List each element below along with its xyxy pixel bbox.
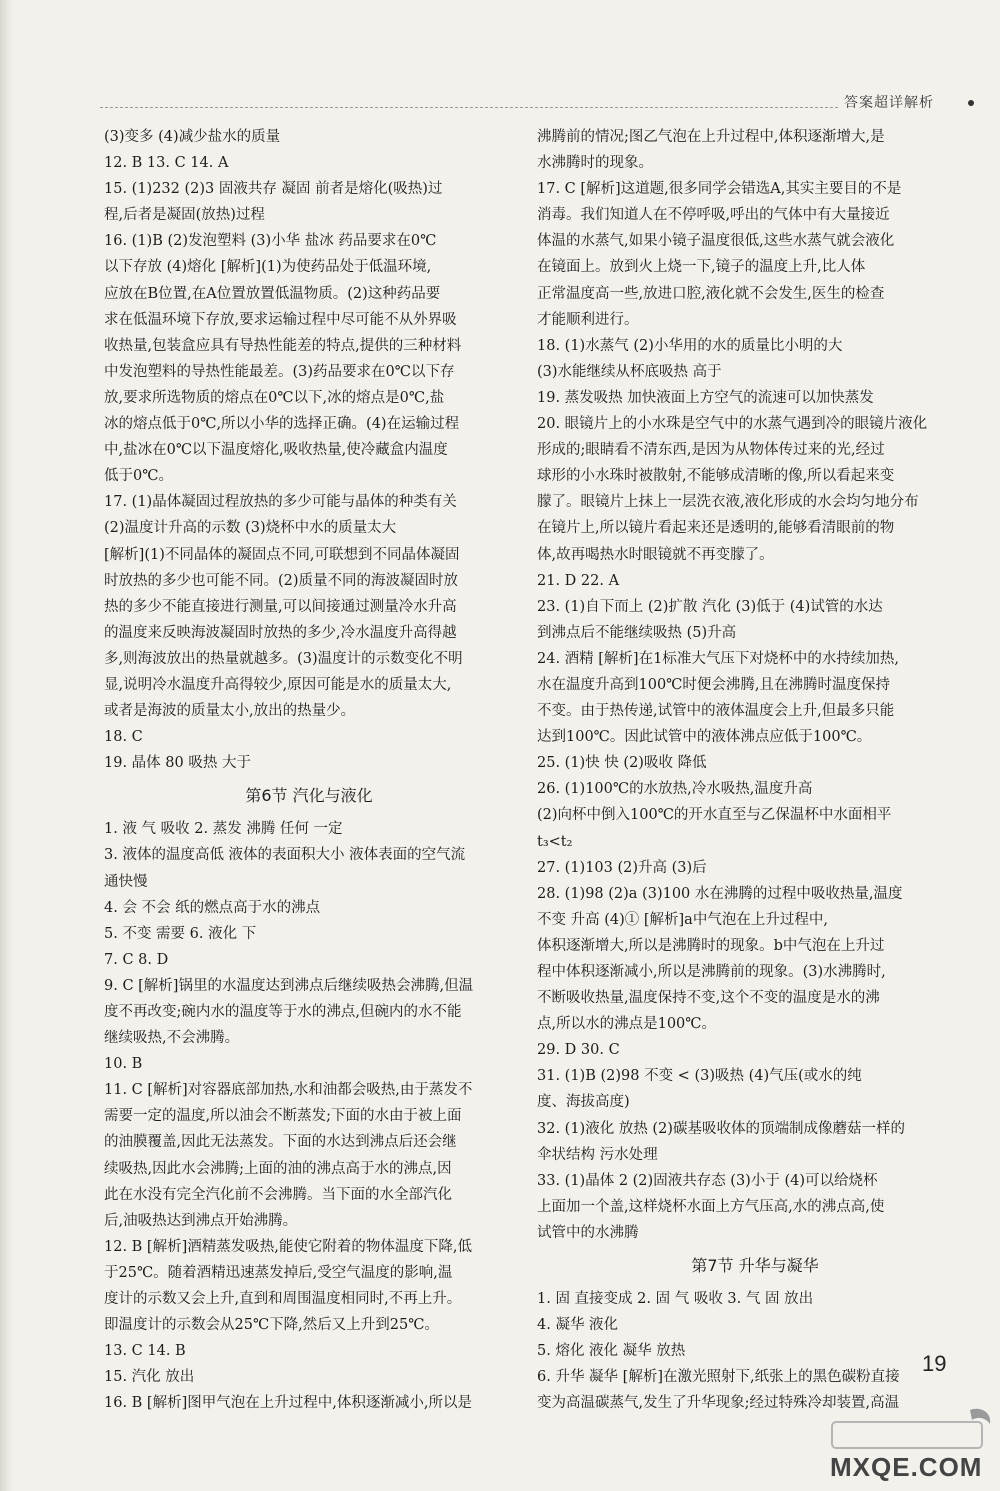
answer-line: 后,油吸热达到沸点开始沸腾。: [104, 1212, 298, 1229]
answer-line: 正常温度高一些,放进口腔,液化就不会发生,医生的检查: [537, 285, 885, 302]
answer-line: 沸腾前的情况;图乙气泡在上升过程中,体积逐渐增大,是: [537, 129, 885, 145]
answer-line: (2)向杯中倒入100℃的开水直至与乙保温杯中水面相平: [537, 807, 892, 824]
answer-line: 度、海拔高度): [537, 1094, 630, 1111]
watermark-text: MXQE.COM: [830, 1452, 983, 1482]
answer-line: 即温度计的示数会从25℃下降,然后又上升到25℃。: [104, 1317, 439, 1334]
answer-line: 伞状结构 污水处理: [537, 1146, 658, 1163]
answer-line: 热的多少不能直接进行测量,可以间接通过测量冷水升高: [104, 598, 457, 615]
answer-line: 17. (1)晶体凝固过程放热的多少可能与晶体的种类有关: [104, 494, 457, 511]
answer-line: 24. 酒精 [解析]在1标准大气压下对烧杯中的水持续加热,: [537, 650, 899, 667]
answer-line: 在镜片上,所以镜片看起来还是透明的,能够看清眼前的物: [537, 520, 895, 537]
answer-line: 通快慢: [104, 873, 148, 890]
answer-line: t₃<t₂: [537, 833, 573, 850]
answer-line: 消毒。我们知道人在不停呼吸,呼出的气体中有大量接近: [537, 207, 890, 224]
answer-line: 6. 升华 凝华 [解析]在激光照射下,纸张上的黑色碳粉直接: [537, 1369, 900, 1386]
answer-line: 多,则海波放出的热量就越多。(3)温度计的示数变化不明: [104, 650, 463, 667]
answer-line: 体积逐渐增大,所以是沸腾时的现象。b中气泡在上升过: [537, 937, 885, 954]
left-column: [104, 124, 514, 1417]
answer-line: 31. (1)B (2)98 不变 < (3)吸热 (4)气压(或水的纯: [537, 1068, 862, 1085]
answer-line: 程,后者是凝固(放热)过程: [104, 207, 265, 224]
answer-line: 中,盐冰在0℃以下温度熔化,吸收热量,使冷藏盒内温度: [104, 442, 448, 459]
answer-line: 5. 不变 需要 6. 液化 下: [104, 925, 257, 942]
answer-line: 33. (1)晶体 2 (2)固液共存态 (3)小于 (4)可以给烧杯: [537, 1172, 878, 1189]
answer-line: 21. D 22. A: [537, 572, 620, 589]
answer-line: 应放在B位置,在A位置放置低温物质。(2)这种药品要: [104, 285, 441, 302]
answer-line: 求在低温环境下存放,要求运输过程中尽可能不从外界吸: [104, 311, 457, 328]
answer-line: 变为高温碳蒸气,发生了升华现象;经过特殊冷却装置,高温: [537, 1395, 900, 1412]
answer-line: 水沸腾时的现象。: [537, 155, 653, 172]
answer-line: 19. 蒸发吸热 加快液面上方空气的流速可以加快蒸发: [537, 389, 874, 406]
answer-line: (3)变多 (4)减少盐水的质量: [104, 129, 281, 145]
answer-line: 19. 晶体 80 吸热 大于: [104, 755, 251, 772]
answer-line: 23. (1)自下而上 (2)扩散 汽化 (3)低于 (4)试管的水达: [537, 598, 883, 615]
answer-line: 12. B [解析]酒精蒸发吸热,能使它附着的物体温度下降,低: [104, 1238, 472, 1255]
answer-line: 20. 眼镜片上的小水珠是空气中的水蒸气遇到冷的眼镜片液化: [537, 416, 928, 433]
answer-line: 15. (1)232 (2)3 固液共存 凝固 前者是熔化(吸热)过: [104, 181, 443, 198]
answer-line: 9. C [解析]锅里的水温度达到沸点后继续吸热会沸腾,但温: [104, 977, 474, 994]
answer-line: 放,要求所选物质的熔点在0℃以下,冰的熔点是0℃,盐: [104, 389, 445, 406]
answer-line: 球形的小水珠时被散射,不能够成清晰的像,所以看起来变: [537, 468, 895, 485]
answer-line: 16. B [解析]图甲气泡在上升过程中,体积逐渐减小,所以是: [104, 1395, 472, 1412]
answer-line: 上面加一个盖,这样烧杯水面上方气压高,水的沸点高,使: [537, 1198, 885, 1215]
answer-line: 26. (1)100℃的水放热,冷水吸热,温度升高: [537, 781, 813, 798]
answer-line: 时放热的多少也可能不同。(2)质量不同的海波凝固时放: [104, 572, 459, 589]
answer-line: [解析](1)不同晶体的凝固点不同,可联想到不同晶体凝固: [104, 546, 460, 563]
answer-line: 15. 汽化 放出: [104, 1369, 195, 1386]
answer-line: 7. C 8. D: [104, 951, 169, 968]
answer-line: 朦了。眼镜片上抹上一层洗衣液,液化形成的水会均匀地分布: [537, 494, 919, 511]
answer-line: 的温度来反映海波凝固时放热的多少,冷水温度升高得越: [104, 624, 457, 641]
answer-line: 达到100℃。因此试管中的液体沸点应低于100℃。: [537, 729, 872, 746]
answer-line: 续吸热,因此水会沸腾;上面的油的沸点高于水的沸点,因: [104, 1160, 452, 1177]
answer-line: 此在水没有完全汽化前不会沸腾。当下面的水全部汽化: [104, 1186, 452, 1203]
answer-line: 1. 液 气 吸收 2. 蒸发 沸腾 任何 一定: [104, 821, 343, 838]
answer-line: 度计的示数又会上升,直到和周围温度相同时,不再上升。: [104, 1291, 462, 1308]
answer-line: 需要一定的温度,所以油会不断蒸发;下面的水由于被上面: [104, 1108, 462, 1125]
answer-line: 5. 熔化 液化 凝华 放热: [537, 1343, 686, 1360]
right-column: [537, 124, 973, 1417]
answer-line: 不变 升高 (4)① [解析]a中气泡在上升过程中,: [537, 911, 828, 928]
answer-line: 试管中的水沸腾: [537, 1224, 639, 1241]
answer-line: 29. D 30. C: [537, 1042, 620, 1059]
answer-line: 水在温度升高到100℃时便会沸腾,且在沸腾时温度保持: [537, 676, 891, 693]
answer-line: 以下存放 (4)熔化 [解析](1)为使药品处于低温环境,: [104, 259, 432, 276]
answer-line: 3. 液体的温度高低 液体的表面积大小 液体表面的空气流: [104, 847, 466, 864]
header-title: 答案超详解析: [844, 95, 934, 111]
section-heading: 第7节 升华与凝华: [691, 1256, 819, 1276]
answer-line: 10. B: [104, 1056, 143, 1073]
answer-line: 度不再改变;碗内水的温度等于水的沸点,但碗内的水不能: [104, 1004, 462, 1020]
answer-line: 不断吸收热量,温度保持不变,这个不变的温度是水的沸: [537, 990, 880, 1007]
answer-line: 形成的;眼睛看不清东西,是因为从物体传过来的光,经过: [537, 442, 885, 459]
answer-line: 冰的熔点低于0℃,所以小华的选择正确。(4)在运输过程: [104, 416, 460, 433]
answer-line: 的油膜覆盖,因此无法蒸发。下面的水达到沸点后还会继: [104, 1134, 457, 1151]
answer-line: 中发泡塑料的导热性能最差。(3)药品要求在0℃以下存: [104, 363, 455, 380]
answer-line: (2)温度计升高的示数 (3)烧杯中水的质量太大: [104, 520, 397, 537]
answer-line: 4. 会 不会 纸的燃点高于水的沸点: [104, 899, 321, 916]
answer-line: 点,所以水的沸点是100℃。: [537, 1016, 717, 1033]
answer-line: 12. B 13. C 14. A: [104, 155, 229, 172]
answer-line: 25. (1)快 快 (2)吸收 降低: [537, 755, 707, 772]
answer-line: 17. C [解析]这道题,很多同学会错选A,其实主要目的不是: [537, 181, 902, 198]
answer-line: 27. (1)103 (2)升高 (3)后: [537, 859, 707, 876]
answer-line: 18. (1)水蒸气 (2)小华用的水的质量比小明的大: [537, 337, 843, 354]
answer-line: 在镜面上。放到火上烧一下,镜子的温度上升,比人体: [537, 259, 866, 276]
answer-line: 到沸点后不能继续吸热 (5)升高: [537, 624, 737, 641]
answer-line: 16. (1)B (2)发泡塑料 (3)小华 盐冰 药品要求在0℃: [104, 233, 437, 250]
answer-line: 显,说明冷水温度升高得较少,原因可能是水的质量太大,: [104, 676, 452, 693]
answer-line: 体,故再喝热水时眼镜就不再变朦了。: [537, 546, 774, 563]
answer-line: 于25℃。随着酒精迅速蒸发掉后,受空气温度的影响,温: [104, 1264, 453, 1281]
answer-line: 程中体积逐渐减小,所以是沸腾前的现象。(3)水沸腾时,: [537, 964, 886, 980]
binding-edge: [0, 0, 14, 1491]
answer-line: 11. C [解析]对容器底部加热,水和油都会吸热,由于蒸发不: [104, 1082, 473, 1099]
answer-line: 1. 固 直接变成 2. 固 气 吸收 3. 气 固 放出: [537, 1291, 814, 1308]
header-dot: [968, 100, 974, 106]
answer-line: 32. (1)液化 放热 (2)碳基吸收体的顶端制成像蘑菇一样的: [537, 1120, 905, 1137]
answer-line: 或者是海波的质量太小,放出的热量少。: [104, 703, 356, 720]
answer-line: 低于0℃。: [104, 468, 173, 485]
answer-line: 18. C: [104, 729, 143, 746]
answer-line: 不变。由于热传递,试管中的液体温度会上升,但最多只能: [537, 703, 895, 720]
header-rule: [100, 107, 838, 108]
answer-line: 28. (1)98 (2)a (3)100 水在沸腾的过程中吸收热量,温度: [537, 885, 903, 902]
answer-line: 才能顺利进行。: [537, 311, 639, 328]
page-number: 19: [922, 1351, 947, 1376]
answer-line: 4. 凝华 液化: [537, 1317, 619, 1334]
answer-line: 收热量,包装盒应具有导热性能差的特点,提供的三种材料: [104, 337, 462, 354]
answer-line: 继续吸热,不会沸腾。: [104, 1030, 240, 1047]
answer-line: (3)水能继续从杯底吸热 高于: [537, 363, 722, 380]
section-heading: 第6节 汽化与液化: [245, 786, 373, 806]
answer-line: 体温的水蒸气,如果小镜子温度很低,这些水蒸气就会液化: [537, 233, 895, 250]
answer-line: 13. C 14. B: [104, 1343, 186, 1360]
